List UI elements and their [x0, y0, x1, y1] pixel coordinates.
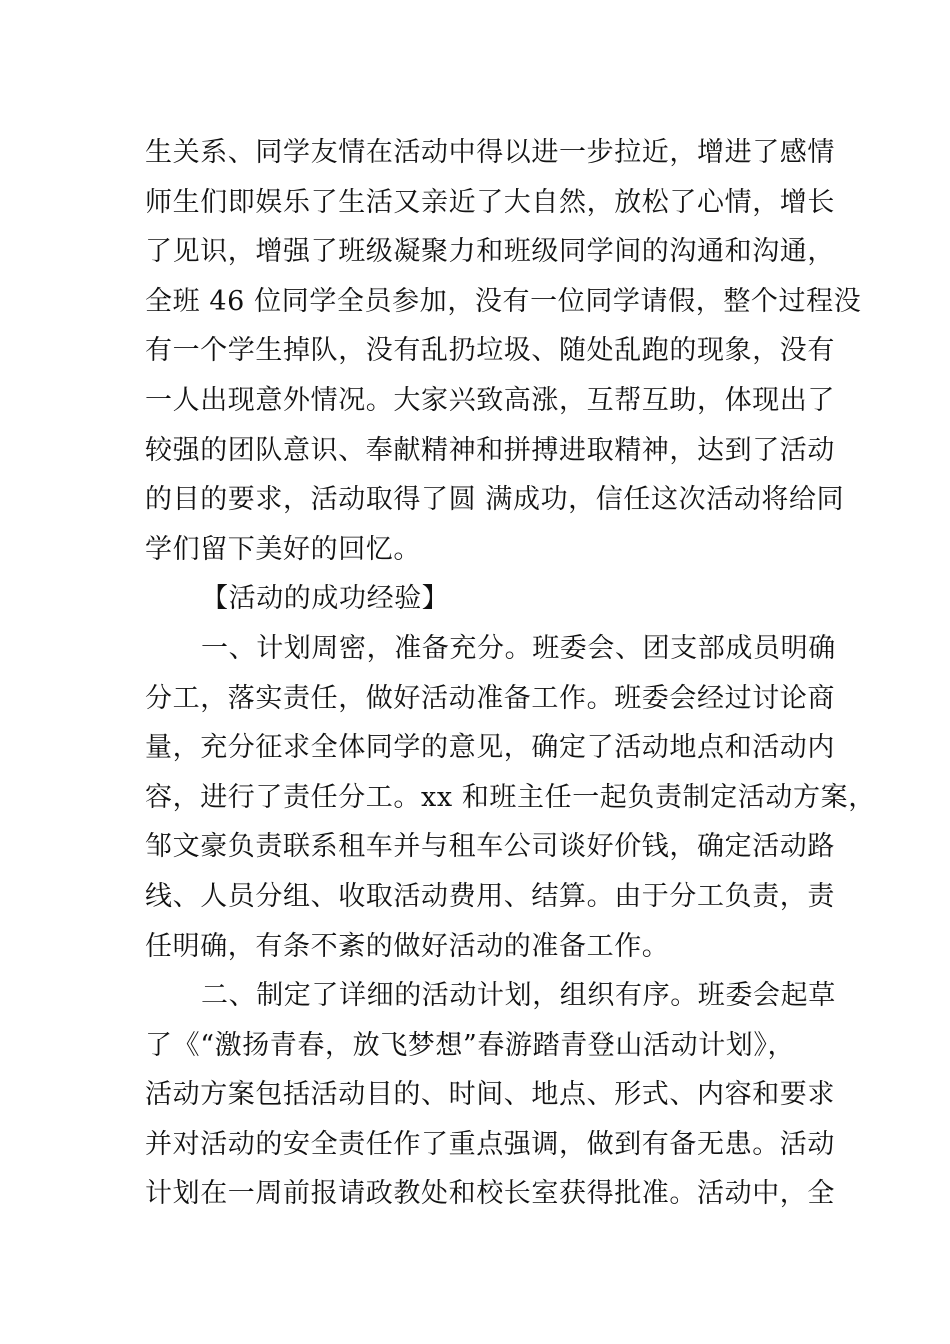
paragraph-line: 学们留下美好的回忆。	[145, 533, 421, 565]
paragraph-line: 邹文豪负责联系租车并与租车公司谈好价钱，确定活动路	[145, 831, 835, 863]
section-heading: 【活动的成功经验】	[201, 583, 450, 615]
paragraph-line: 一、计划周密，准备充分。班委会、团支部成员明确	[201, 632, 836, 664]
paragraph-line: 容，进行了责任分工。xx 和班主任一起负责制定活动方案，	[145, 781, 876, 813]
paragraph-line: 了《“激扬青春，放飞梦想”春游踏青登山活动计划》，	[145, 1029, 796, 1061]
paragraph-line: 了见识，增强了班级凝聚力和班级同学间的沟通和沟通，	[145, 236, 835, 268]
paragraph-line: 任明确，有条不紊的做好活动的准备工作。	[145, 930, 670, 962]
paragraph-line: 并对活动的安全责任作了重点强调，做到有备无患。活动	[145, 1128, 835, 1160]
paragraph-line: 一人出现意外情况。大家兴致高涨，互帮互助，体现出了	[145, 384, 835, 416]
paragraph-line: 分工，落实责任，做好活动准备工作。班委会经过讨论商	[145, 682, 835, 714]
paragraph-line: 生关系、同学友情在活动中得以进一步拉近，增进了感情	[145, 137, 835, 168]
paragraph-line: 量，充分征求全体同学的意见，确定了活动地点和活动内	[145, 732, 835, 764]
paragraph-line: 师生们即娱乐了生活又亲近了大自然，放松了心情，增长	[145, 186, 835, 218]
paragraph-line: 活动方案包括活动目的、时间、地点、形式、内容和要求	[145, 1079, 835, 1111]
paragraph-line: 线、人员分组、收取活动费用、结算。由于分工负责，责	[145, 880, 835, 912]
paragraph-line: 较强的团队意识、奉献精神和拼搏进取精神，达到了活动	[145, 434, 835, 466]
paragraph-line: 全班 46 位同学全员参加，没有一位同学请假，整个过程没	[145, 285, 862, 317]
paragraph-line: 计划在一周前报请政教处和校长室获得批准。活动中，全	[145, 1178, 835, 1210]
paragraph-line: 的目的要求，活动取得了圆 满成功，信任这次活动将给同	[145, 484, 845, 516]
document-body	[145, 128, 876, 1219]
paragraph-line: 有一个学生掉队，没有乱扔垃圾、随处乱跑的现象，没有	[145, 335, 835, 367]
paragraph-line: 二、制定了详细的活动计划，组织有序。班委会起草	[201, 980, 836, 1012]
